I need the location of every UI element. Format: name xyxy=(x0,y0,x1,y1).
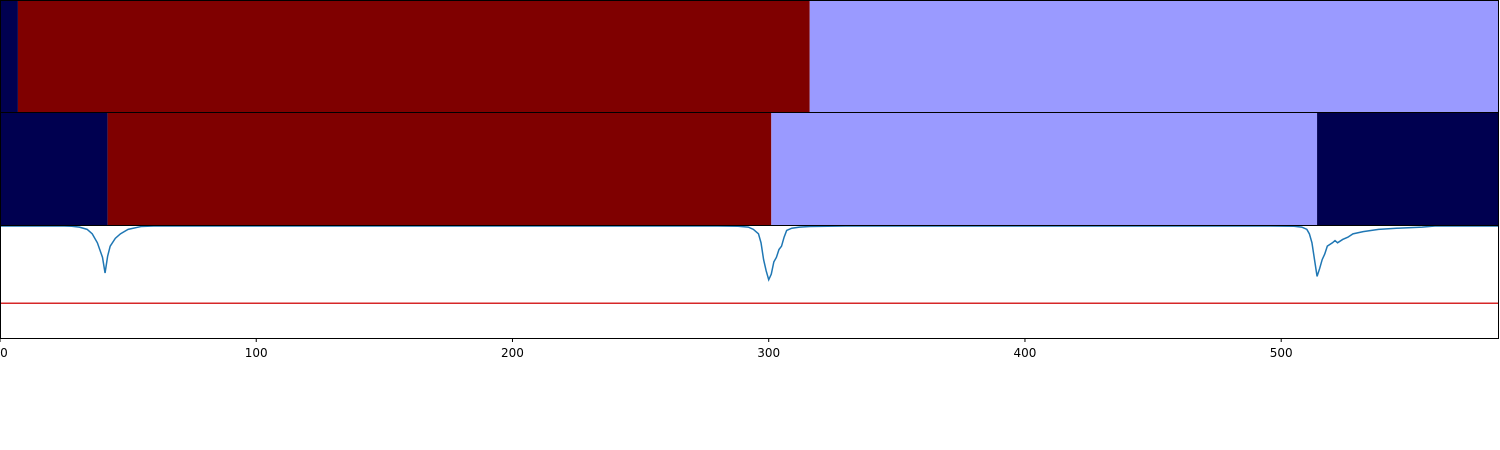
segment-2-3 xyxy=(771,113,1317,225)
x-tick-label-300: 300 xyxy=(757,346,781,360)
segment-1-1 xyxy=(0,1,18,112)
segmentation-track-2 xyxy=(0,113,1499,225)
x-tick-label-0: 0 xyxy=(0,346,8,360)
segment-2-2 xyxy=(108,113,772,225)
x-tick-label-200: 200 xyxy=(501,346,524,360)
curve-panel-background xyxy=(0,226,1499,338)
x-tick-label-500: 500 xyxy=(1269,346,1293,360)
x-axis xyxy=(0,338,1293,360)
segment-2-1 xyxy=(0,113,108,225)
x-tick-label-100: 100 xyxy=(244,346,268,360)
x-tick-label-400: 400 xyxy=(1013,346,1037,360)
segment-1-3 xyxy=(810,1,1499,112)
score-curve-panel xyxy=(0,226,1499,338)
segment-2-4 xyxy=(1317,113,1499,225)
segment-1-2 xyxy=(18,1,810,112)
segmentation-track-1 xyxy=(0,1,1499,112)
